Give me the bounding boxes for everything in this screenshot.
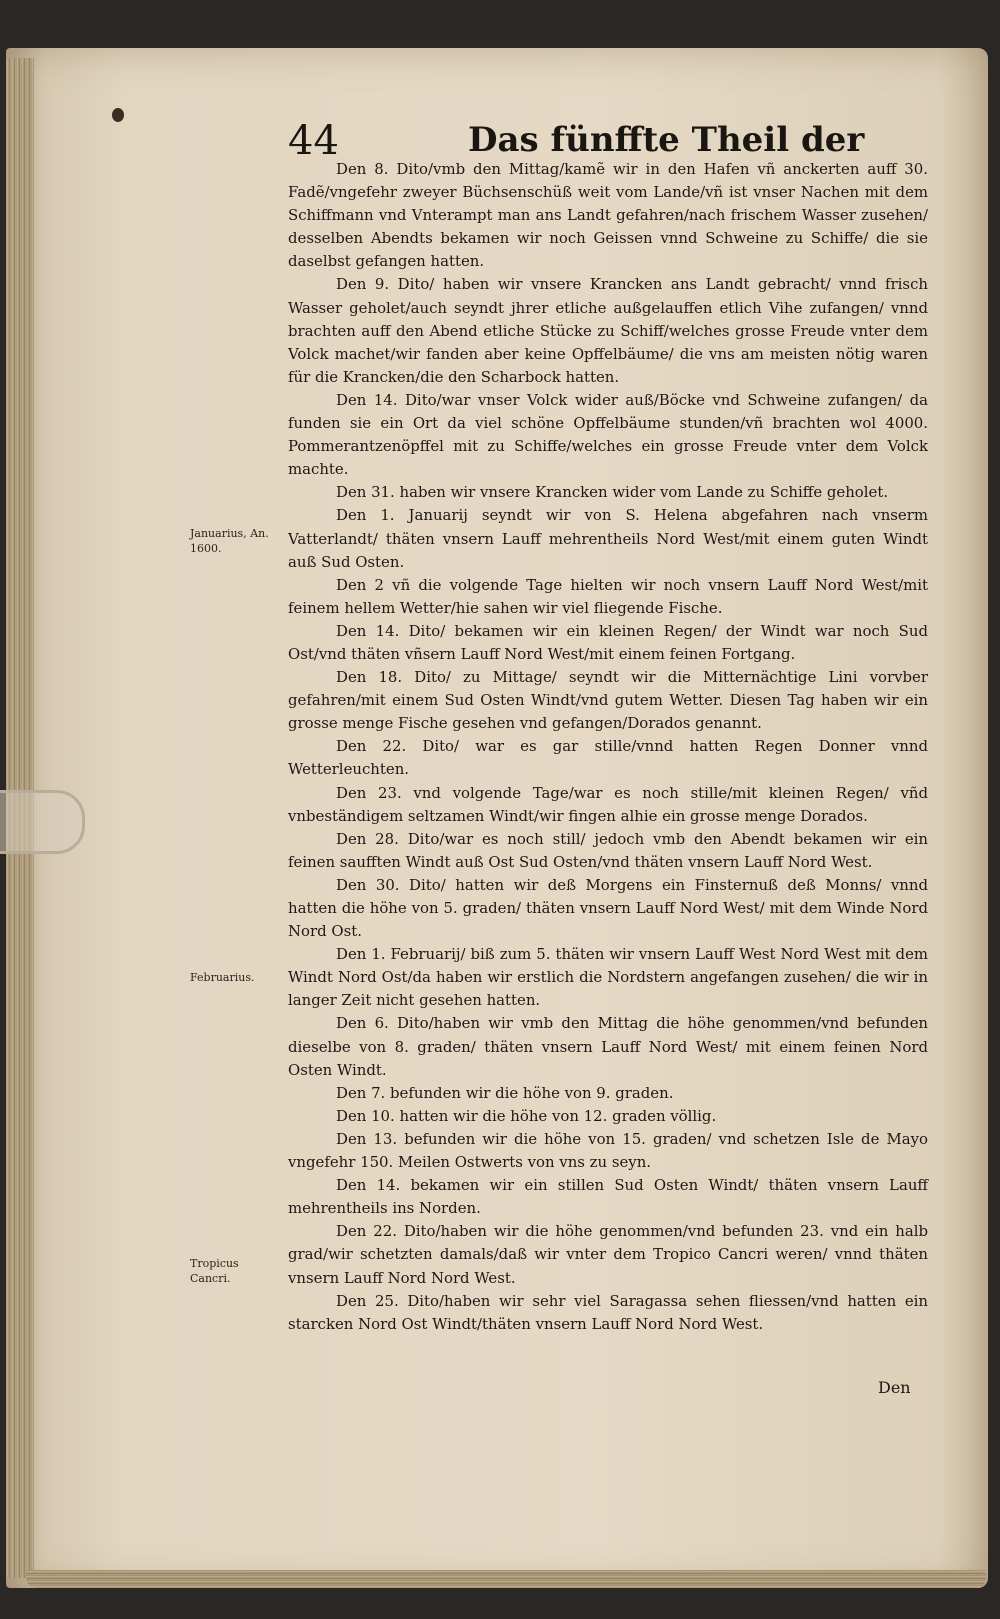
margin-note-januarius: Januarius, An. 1600. xyxy=(190,527,269,555)
paragraph: Den 7. befunden wir die höhe von 9. graden. xyxy=(336,1083,674,1102)
paragraph: Den 10. hatten wir die höhe von 12. graden völlig. xyxy=(336,1106,717,1125)
paragraph: Den 14. Dito/war vnser Volck wider auß/Böcke vnd Schweine zufangen/ da funden sie ein Ort da viel schöne Opffelbäume stunden/vñ brachten wol 4000. Pommerantzenöpffel mit zu Schiffe/welches ein grosse Freude vnter dem Volck machte. xyxy=(288,390,928,479)
paragraph: Den 13. befunden wir die höhe von 15. graden/ vnd schetzen Isle de Mayo vngefehr 150. Meilen Ostwerts von vns zu seyn. xyxy=(288,1129,928,1172)
paragraph: Den 8. Dito/vmb den Mittag/kamẽ wir in den Hafen vñ anckerten auff 30. Fadẽ/vngefehr zweyer Büchsenschüß weit vom Lande/vñ ist vnser Nachen mit dem Schiffmann vnd Vnterampt man ans Landt gefahren/nach frischem Wasser zusehen/ desselben Abendts bekamen wir noch Geissen vnnd Schweine zu Schiffe/ die sie daselbst gefangen hatten. xyxy=(288,160,928,271)
book-clip-icon xyxy=(0,790,85,854)
paragraph: Den 30. Dito/ hatten wir deß Morgens ein Finsternuß deß Monns/ vnnd hatten die höhe von 5. graden/ thäten vnsern Lauff Nord West/ mit dem Winde Nord Nord Ost. xyxy=(288,875,928,941)
page-edge-bottom xyxy=(26,1570,986,1588)
catchword: Den xyxy=(878,1378,911,1397)
margin-note-tropicus: Tropicus Cancri. xyxy=(190,1257,239,1285)
paragraph: Den 2 vñ die volgende Tage hielten wir noch vnsern Lauff Nord West/mit feinem hellem Wetter/hie sahen wir viel fliegende Fische. xyxy=(288,575,928,617)
margin-note-februarius: Februarius. xyxy=(190,971,255,984)
running-title: Das fünffte Theil der xyxy=(468,120,865,160)
paragraph: Den 22. Dito/ war es gar stille/vnnd hatten Regen Donner vnnd Wetterleuchten. xyxy=(288,737,928,779)
paragraph: Den 31. haben wir vnsere Krancken wider vom Lande zu Schiffe geholet. xyxy=(336,483,889,502)
paragraph: Den 14. bekamen wir ein stillen Sud Osten Windt/ thäten vnsern Lauff mehrentheils ins Norden. xyxy=(288,1176,928,1218)
paragraph: Den 1. Februarij/ biß zum 5. thäten wir vnsern Lauff West Nord West mit dem Windt Nord Ost/da haben wir erstlich die Nordstern angefangen zusehen/ die wir in langer Zeit nicht gesehen hatten. xyxy=(288,945,928,1010)
paragraph: Den 18. Dito/ zu Mittage/ seyndt wir die Mitternächtige Lini vorvber gefahren/mit einem Sud Osten Windt/vnd gutem Wetter. Diesen Tag haben wir ein grosse menge Fische gesehen vnd gefangen/Dorados genannt. xyxy=(288,668,928,733)
ink-blot-icon xyxy=(112,108,124,122)
paragraph: Den 6. Dito/haben wir vmb den Mittag die höhe genommen/vnd befunden dieselbe von 8. graden/ thäten vnsern Lauff Nord West/ mit einem feinen Nord Osten Windt. xyxy=(288,1014,928,1079)
page-number: 44 xyxy=(288,118,339,164)
paragraph: Den 23. vnd volgende Tage/war es noch stille/mit kleinen Regen/ vñd vnbeständigem seltzamen Windt/wir fingen alhie ein grosse menge Dorados. xyxy=(288,783,928,825)
paragraph: Den 14. Dito/ bekamen wir ein kleinen Regen/ der Windt war noch Sud Ost/vnd thäten vñsern Lauff Nord West/mit einem feinen Fortgang. xyxy=(288,621,928,663)
paragraph: Den 9. Dito/ haben wir vnsere Krancken ans Landt gebracht/ vnnd frisch Wasser geholet/auch seyndt jhrer etliche außgelauffen etlich Vihe zufangen/ vnnd brachten auff den Abend etliche Stücke zu Schiff/welches grosse Freude vnter dem Volck machet/wir fanden aber keine Opffelbäume/ die vns am meisten nötig waren für die Krancken/die den Scharbock hatten. xyxy=(288,275,928,386)
paragraph: Den 22. Dito/haben wir die höhe genommen/vnd befunden 23. vnd ein halb grad/wir schetzten damals/daß wir vnter dem Tropico Cancri weren/ vnnd thäten vnsern Lauff Nord Nord West. xyxy=(288,1222,928,1287)
paragraph: Den 25. Dito/haben wir sehr viel Saragassa sehen fliessen/vnd hatten ein starcken Nord Ost Windt/thäten vnsern Lauff Nord Nord West. xyxy=(288,1291,928,1333)
paragraph: Den 1. Januarij seyndt wir von S. Helena abgefahren nach vnserm Vatterlandt/ thäten vnsern Lauff mehrentheils Nord West/mit einem guten Windt auß Sud Osten. xyxy=(288,506,928,571)
body-text xyxy=(288,158,928,1336)
paragraph: Den 28. Dito/war es noch still/ jedoch vmb den Abendt bekamen wir ein feinen saufften Windt auß Ost Sud Osten/vnd thäten vnsern Lauff Nord West. xyxy=(288,829,928,871)
